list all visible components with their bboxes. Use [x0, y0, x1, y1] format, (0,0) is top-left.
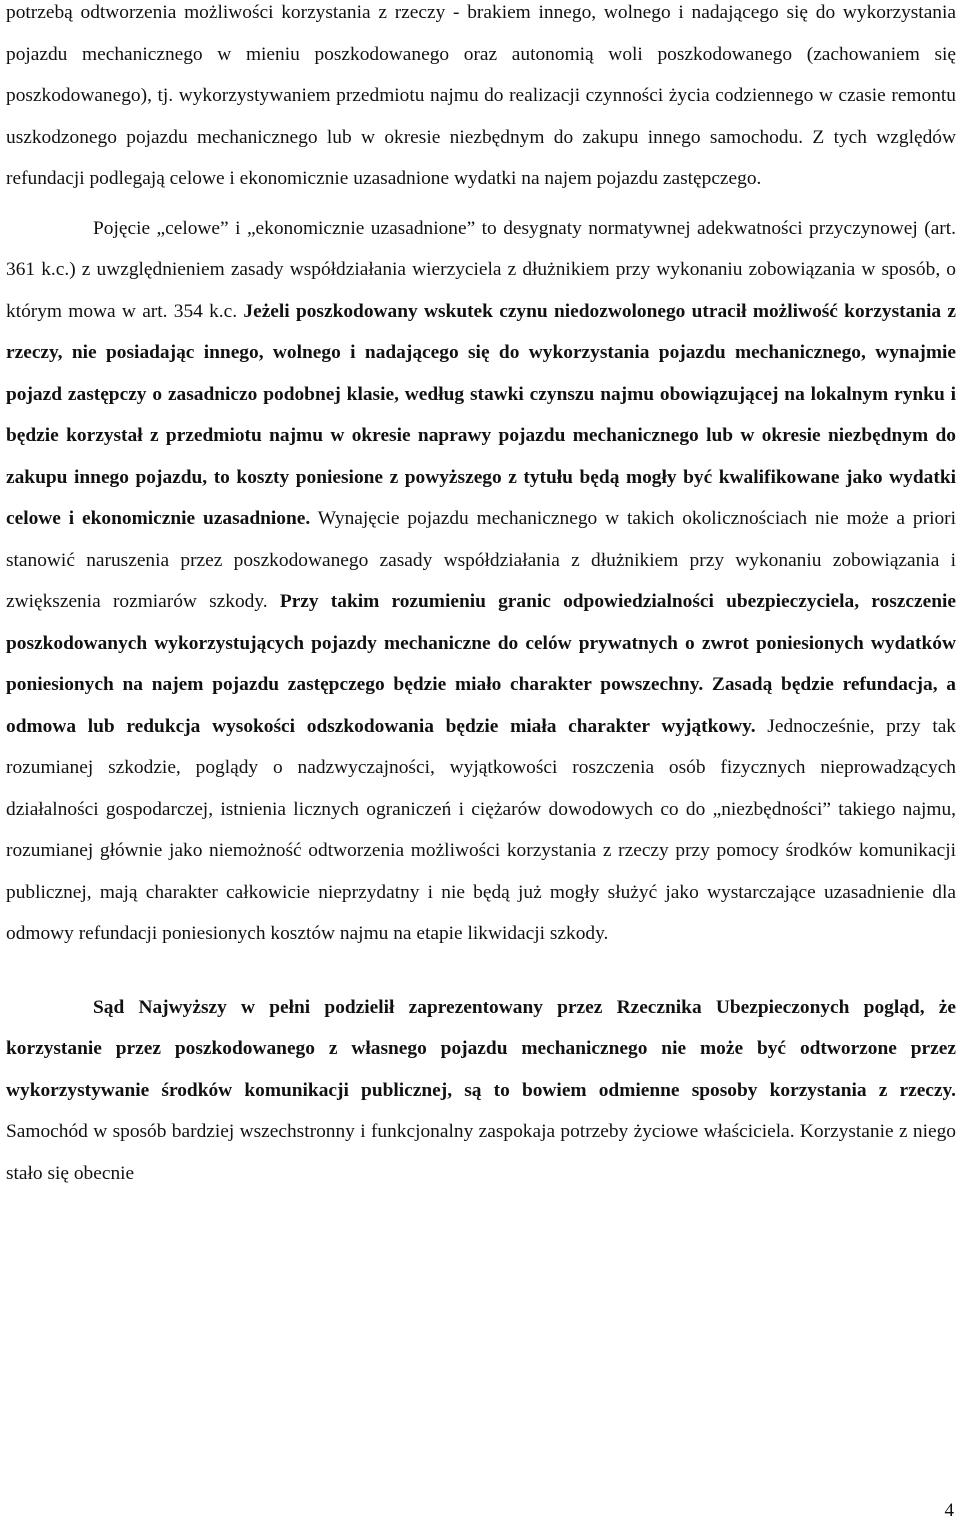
paragraph-2-bold-2: Przy takim rozumieniu granic odpowiedzialności ubezpieczyciela, roszczenie poszkodowanych wykorzystujących pojazdy mechaniczne do celów prywatnych o zwrot poniesionych wydatków poniesionych na najem pojazdu zastępczego będzie miało charakter powszechny. Zasadą będzie refundacja, a odmowa lub redukcja wysokości odszkodowania będzie miała charakter wyjątkowy. — [6, 591, 956, 737]
paragraph-2-bold-1: Jeżeli poszkodowany wskutek czynu niedozwolonego utracił możliwość korzystania z rzeczy, nie posiadając innego, wolnego i nadającego się do wykorzystania pojazdu mechanicznego, wynajmie pojazd zastępczy o zasadniczo podobnej klasie, według stawki czynszu najmu obowiązującej na lokalnym rynku i będzie korzystał z przedmiotu najmu w okresie naprawy pojazdu mechanicznego lub w okresie niezbędnym do zakupu innego pojazdu, to koszty poniesione z powyższego z tytułu będą mogły być kwalifikowane jako wydatki celowe i ekonomicznie uzasadnione. — [6, 300, 957, 529]
paragraph-2-text-1: Pojęcie „celowe” i „ekonomicznie uzasadnione” to desygnaty normatywnej adekwatności przyczynowej (art. 361 k.c.) z uwzględnieniem zasady współdziałania wierzyciela z dłużnikiem przy wykonaniu zobowiązania w sposób, o którym mowa w art. 354 k.c. — [6, 217, 956, 322]
paragraph-2-text-2: Wynajęcie pojazdu mechanicznego w takich okolicznościach nie może a priori stanowić naruszenia przez poszkodowanego zasady współdziałania z dłużnikiem przy wykonaniu zobowiązania i zwiększenia rozmiarów szkody. — [6, 508, 956, 612]
paragraph-1: potrzebą odtworzenia możliwości korzystania z rzeczy - brakiem innego, wolnego i nadającego się do wykorzystania pojazdu mechanicznego w mieniu poszkodowanego oraz autonomią woli poszkodowanego (zachowaniem się poszkodowanego), tj. wykorzystywaniem przedmiotu najmu do realizacji czynności życia codziennego w czasie remontu uszkodzonego pojazdu mechanicznego lub w okresie niezbędnym do zakupu innego samochodu. Z tych względów refundacji podlegają celowe i ekonomicznie uzasadnione wydatki na najem pojazdu zastępczego. — [6, 2, 956, 189]
page-number: 4 — [944, 1500, 954, 1521]
paragraph-2 — [6, 208, 956, 955]
paragraph-3-bold-1: Sąd Najwyższy w pełni podzielił zaprezentowany przez Rzecznika Ubezpieczonych pogląd, że korzystanie przez poszkodowanego z własnego pojazdu mechanicznego nie może być odtworzone przez wykorzystywanie środków komunikacji publicznej, są to bowiem odmienne sposoby korzystania z rzeczy. — [6, 996, 956, 1101]
paragraph-3-text-1: Samochód w sposób bardziej wszechstronny i funkcjonalny zaspokaja potrzeby życiowe właściciela. Korzystanie z niego stało się obecnie — [6, 1121, 956, 1184]
paragraph-3 — [6, 987, 956, 1195]
paragraph-2-text-3: Jednocześnie, przy tak rozumianej szkodzie, poglądy o nadzwyczajności, wyjątkowości roszczenia osób fizycznych nieprowadzących działalności gospodarczej, istnienia licznych ograniczeń i ciężarów dowodowych co do „niezbędności” takiego najmu, rozumianej głównie jako niemożność odtworzenia możliwości korzystania z rzeczy przy pomocy środków komunikacji publicznej, mają charakter całkowicie nieprzydatny i nie będą już mogły służyć jako wystarczające uzasadnienie dla odmowy refundacji poniesionych kosztów najmu na etapie likwidacji szkody. — [6, 715, 957, 944]
document-page — [6, 0, 956, 1194]
